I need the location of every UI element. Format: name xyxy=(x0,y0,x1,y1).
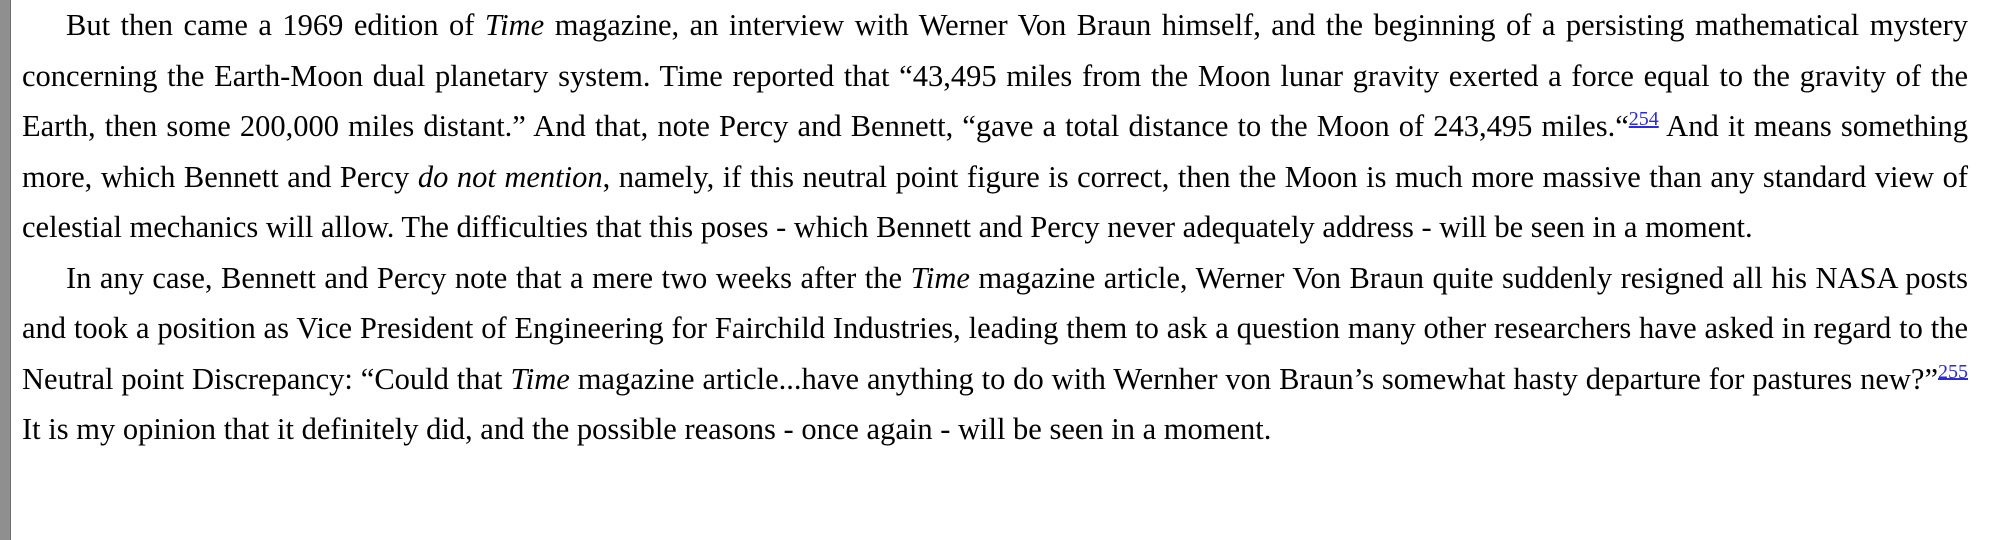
footnote-link-254[interactable]: 254 xyxy=(1628,107,1659,130)
footnote-link-255[interactable]: 255 xyxy=(1938,360,1968,383)
document-text-column xyxy=(22,0,1968,540)
paragraph: But then came a 1969 edition of Time magazine, an interview with Werner Von Braun himself, and the beginning of a persisting mathematical mystery concerning the Earth-Moon dual planetary system. Time reported that “43,495 miles from the Moon lunar gravity exerted a force equal to the gravity of the Earth, then some 200,000 miles distant.” And that, note Percy and Bennett, “gave a total distance to the Moon of 243,495 miles.“$^{254}$ And it means something more, which Bennett and Percy do not mention, namely, if this neutral point figure is correct, then the Moon is much more massive than any standard view of celestial mechanics will allow. The difficulties that this poses - which Bennett and Percy never adequately address - will be seen in a moment. xyxy=(22,8,1968,244)
page-left-edge-bar[interactable] xyxy=(0,0,11,540)
italic-text: Time xyxy=(910,260,970,295)
italic-text: Time xyxy=(510,361,570,396)
italic-text: do not mention xyxy=(417,159,603,194)
italic-text: Time xyxy=(484,8,545,42)
paragraph: In any case, Bennett and Percy note that a mere two weeks after the Time magazine article, Werner Von Braun quite suddenly resigned all his NASA posts and took a position as Vice President of Engineering for Fairchild Industries, leading them to ask a question many other researchers have asked in regard to the Neutral point Discrepancy: “Could that Time magazine article...have anything to do with Wernher von Braun’s somewhat hasty departure for pastures new?”$^{255}$ It is my opinion that it definitely did, and the possible reasons - once again - will be seen in a moment. xyxy=(22,260,1969,446)
